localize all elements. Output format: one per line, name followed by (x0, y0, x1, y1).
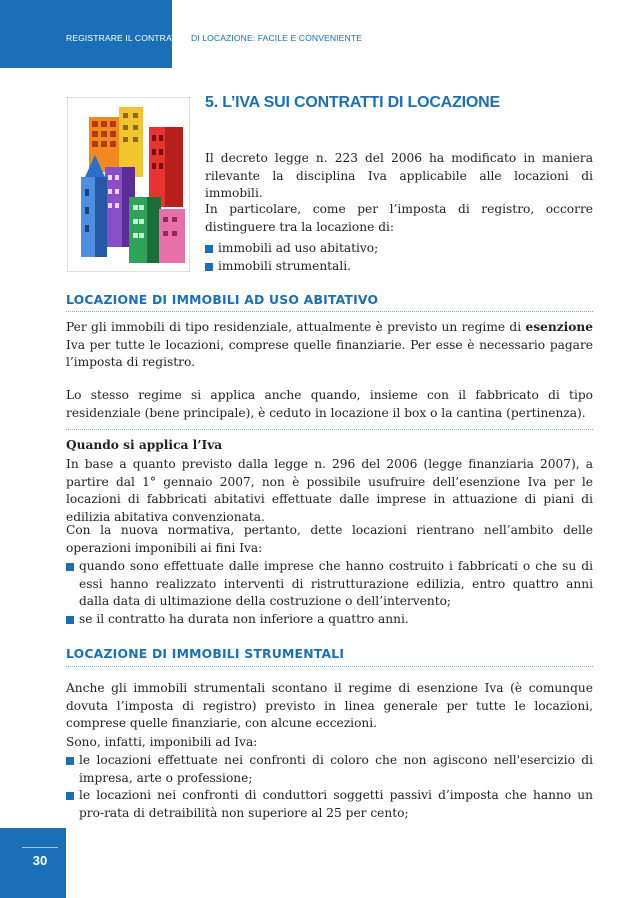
abitativo-bullet-list (66, 558, 593, 628)
running-header-part2: DI LOCAZIONE: FACILE E CONVENIENTE (188, 33, 362, 43)
abitativo-paragraph-3: In base a quanto previsto dalla legge n. 296 del 2006 (legge finanziaria 2007), a partire dal 1° gennaio 2007, non è possibile usufruire dell’esenzione Iva per le locazioni di fabbricati abitativi effettuate dalle imprese in attuazione di piani di edilizia abitativa convenzionata. (66, 457, 593, 524)
list-item: le locazioni nei confronti di conduttori soggetti passivi d’imposta che hanno un pro-rata di detraibilità non superiore al 25 per cento; (66, 787, 593, 822)
list-item: le locazioni effettuate nei confronti di coloro che non agiscono nell'esercizio di impresa, arte o professione; (66, 752, 593, 787)
list-item: immobili strumentali. (205, 258, 593, 276)
strumentali-paragraph-2: Sono, infatti, imponibili ad Iva: (66, 735, 258, 749)
abitativo-paragraph-1 (66, 319, 593, 372)
abitativo-p1-after: Iva per tutte le locazioni, comprese quelle finanziarie. Per esse è necessario pagare l’imposta di registro. (66, 337, 593, 370)
list-item: quando sono effettuate dalle imprese che hanno costruito i fabbricati o che su di essi hanno realizzato interventi di ristrutturazione edilizia, entro quattro anni dalla data di ultimazione della costruzione o dell’intervento; (66, 558, 593, 611)
abitativo-p1-before: Per gli immobili di tipo residenziale, attualmente è previsto un regime di (66, 320, 526, 334)
divider (66, 311, 593, 312)
running-header-part1: REGISTRARE IL CONTRATTO (66, 33, 189, 43)
buildings-illustration (67, 97, 190, 272)
strumentali-paragraph-1: Anche gli immobili strumentali scontano il regime di esenzione Iva (è comunque dovuta l’imposta di registro) previsto in linea generale per tutte le locazioni, comprese quelle finanziarie, con alcune eccezioni. (66, 681, 593, 731)
intro-paragraph-2: In particolare, come per l’imposta di registro, occorre distinguere tra la locazione di: (205, 202, 593, 234)
intro-paragraph-1: Il decreto legge n. 223 del 2006 ha modificato in maniera rilevante la disciplina Iva applicabile alle locazioni di immobili. (205, 151, 593, 201)
heading-abitativo: LOCAZIONE DI IMMOBILI AD USO ABITATIVO (66, 292, 379, 307)
divider (66, 666, 593, 667)
when-heading: Quando si applica l’Iva (66, 438, 223, 452)
running-header (66, 33, 362, 43)
heading-strumentali: LOCAZIONE DI IMMOBILI STRUMENTALI (66, 646, 345, 661)
strumentali-bullet-list (66, 752, 593, 822)
list-item: se il contratto ha durata non inferiore a quattro anni. (66, 611, 593, 629)
abitativo-paragraph-2: Lo stesso regime si applica anche quando, insieme con il fabbricato di tipo residenziale (bene principale), è ceduto in locazione il box o la cantina (pertinenza). (66, 388, 593, 420)
footer-rule (22, 847, 58, 848)
intro-bullet-list (205, 240, 593, 275)
page-number: 30 (32, 853, 48, 868)
abitativo-paragraph-4: Con la nuova normativa, pertanto, dette locazioni rientrano nell’ambito delle operazioni imponibili ai fini Iva: (66, 523, 593, 555)
section-title: 5. L’IVA SUI CONTRATTI DI LOCAZIONE (205, 94, 500, 111)
divider (66, 429, 593, 430)
list-item: immobili ad uso abitativo; (205, 240, 593, 258)
abitativo-p1-bold: esenzione (525, 320, 593, 334)
